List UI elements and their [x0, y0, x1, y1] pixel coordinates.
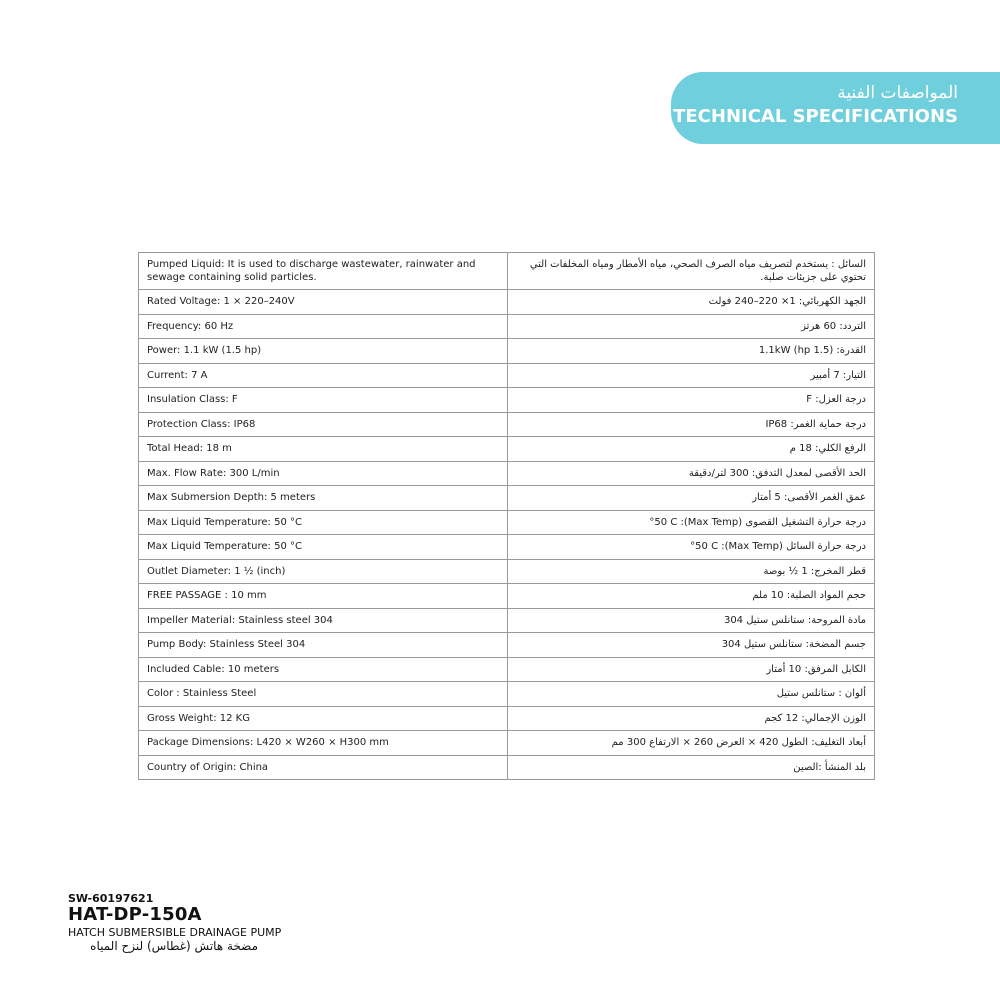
spec-ar: الحد الأقصى لمعدل التدفق: 300 لتر/دقيقة [508, 461, 875, 486]
spec-ar: عمق الغمر الأقصى: 5 أمتار [508, 486, 875, 511]
spec-ar: درجة حرارة التشغيل القصوى (Max Temp): 50 C° [508, 510, 875, 535]
header-banner [671, 72, 1000, 144]
spec-en: Power: 1.1 kW (1.5 hp) [139, 339, 508, 364]
spec-en: Frequency: 60 Hz [139, 314, 508, 339]
spec-row [139, 731, 875, 756]
spec-row [139, 510, 875, 535]
spec-ar: الرفع الكلي: 18 م [508, 437, 875, 462]
spec-row [139, 633, 875, 658]
spec-en: Gross Weight: 12 KG [139, 706, 508, 731]
spec-ar: درجة حرارة السائل (Max Temp): 50 C° [508, 535, 875, 560]
product-footer [68, 892, 281, 953]
spec-row [139, 706, 875, 731]
spec-ar: القدرة: (1.5 hp) 1.1kW [508, 339, 875, 364]
spec-ar: بلد المنشأ :الصين [508, 755, 875, 780]
spec-ar: الوزن الإجمالي: 12 كجم [508, 706, 875, 731]
spec-row [139, 339, 875, 364]
spec-ar: السائل : يستخدم لتصريف مياه الصرف الصحي، مياه الأمطار ومياه المخلفات التي تحتوي على جزيئات صلبة. [508, 253, 875, 290]
product-name-en: HATCH SUBMERSIBLE DRAINAGE PUMP [68, 926, 282, 939]
specs-table [138, 252, 875, 780]
spec-row [139, 290, 875, 315]
header-title-en: TECHNICAL SPECIFICATIONS [673, 106, 958, 127]
spec-row [139, 584, 875, 609]
spec-row [139, 657, 875, 682]
spec-row [139, 314, 875, 339]
spec-row [139, 363, 875, 388]
spec-ar: التيار: 7 أمبير [508, 363, 875, 388]
spec-ar: الكابل المرفق: 10 أمتار [508, 657, 875, 682]
spec-row [139, 755, 875, 780]
spec-ar: أبعاد التغليف: الطول 420 × العرض 260 × الارتفاع 300 مم [508, 731, 875, 756]
sku-code: SW-60197621 [68, 892, 154, 905]
spec-ar: قطر المخرج: 1 ½ بوصة [508, 559, 875, 584]
spec-ar: درجة حماية الغمر: IP68 [508, 412, 875, 437]
spec-ar: الجهد الكهربائي: 1× 220–240 فولت [508, 290, 875, 315]
spec-row [139, 559, 875, 584]
spec-en: Outlet Diameter: 1 ½ (inch) [139, 559, 508, 584]
spec-en: Package Dimensions: L420 × W260 × H300 mm [139, 731, 508, 756]
spec-en: Pump Body: Stainless Steel 304 [139, 633, 508, 658]
spec-row [139, 437, 875, 462]
spec-row [139, 412, 875, 437]
spec-en: Protection Class: IP68 [139, 412, 508, 437]
spec-row [139, 608, 875, 633]
spec-row [139, 388, 875, 413]
spec-en: Current: 7 A [139, 363, 508, 388]
spec-ar: مادة المروحة: ستانلس ستيل 304 [508, 608, 875, 633]
spec-en: Max Liquid Temperature: 50 °C [139, 535, 508, 560]
spec-ar: حجم المواد الصلبة: 10 ملم [508, 584, 875, 609]
product-name-ar: مضخة هاتش (غطاس) لنزح المياه [90, 939, 258, 953]
spec-row [139, 682, 875, 707]
spec-en: Max. Flow Rate: 300 L/min [139, 461, 508, 486]
header-title-ar: المواصفات الفنية [837, 83, 958, 103]
spec-ar: درجة العزل: F [508, 388, 875, 413]
spec-ar: جسم المضخة: ستانلس ستيل 304 [508, 633, 875, 658]
spec-en: FREE PASSAGE : 10 mm [139, 584, 508, 609]
spec-en: Impeller Material: Stainless steel 304 [139, 608, 508, 633]
spec-en: Rated Voltage: 1 × 220–240V [139, 290, 508, 315]
spec-en: Max Submersion Depth: 5 meters [139, 486, 508, 511]
spec-en: Color : Stainless Steel [139, 682, 508, 707]
model-number: HAT-DP-150A [68, 904, 202, 925]
spec-row [139, 486, 875, 511]
spec-ar: ألوان : ستانلس ستيل [508, 682, 875, 707]
spec-row [139, 253, 875, 290]
spec-en: Insulation Class: F [139, 388, 508, 413]
spec-en: Pumped Liquid: It is used to discharge wastewater, rainwater and sewage containing solid particles. [139, 253, 508, 290]
spec-en: Included Cable: 10 meters [139, 657, 508, 682]
spec-ar: التردد: 60 هرتز [508, 314, 875, 339]
spec-row [139, 535, 875, 560]
spec-en: Total Head: 18 m [139, 437, 508, 462]
spec-en: Max Liquid Temperature: 50 °C [139, 510, 508, 535]
spec-en: Country of Origin: China [139, 755, 508, 780]
spec-row [139, 461, 875, 486]
